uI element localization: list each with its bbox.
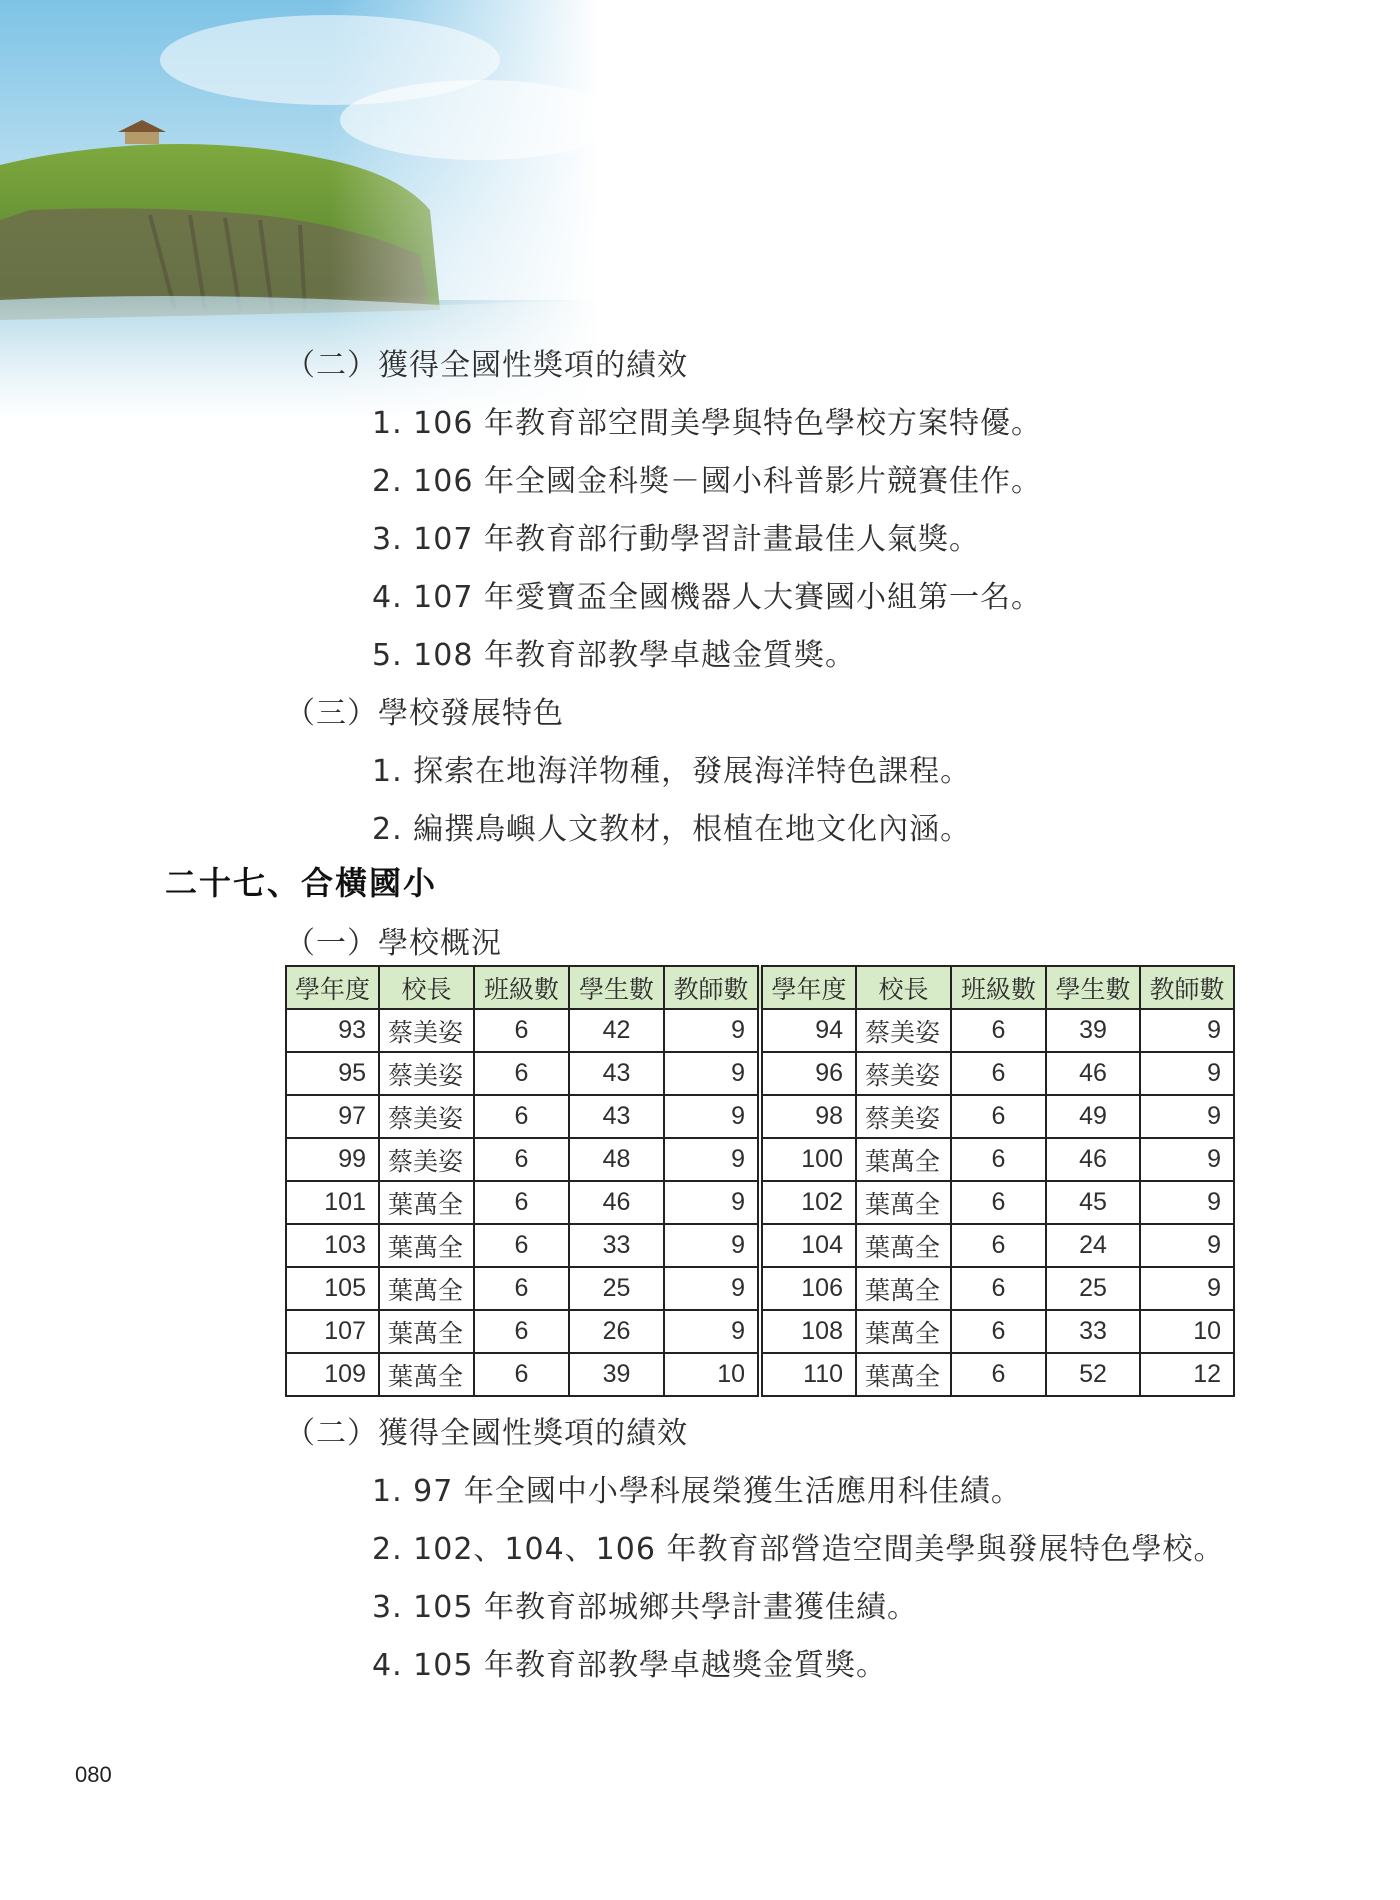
student-count-cell: 46 xyxy=(1046,1138,1140,1181)
year-cell: 107 xyxy=(286,1310,379,1353)
year-cell: 102 xyxy=(760,1181,856,1224)
class-count-cell: 6 xyxy=(474,1181,569,1224)
school-heading: 二十七、合橫國小 xyxy=(165,864,438,902)
principal-cell: 蔡美姿 xyxy=(379,1009,474,1052)
class-count-cell: 6 xyxy=(951,1052,1046,1095)
class-count-cell: 6 xyxy=(951,1353,1046,1396)
column-header: 學生數 xyxy=(569,966,664,1009)
section-title-features-prev: （三）學校發展特色 xyxy=(285,696,564,731)
teacher-count-cell: 9 xyxy=(1140,1138,1234,1181)
section-title-awards-prev: （二）獲得全國性獎項的績效 xyxy=(285,348,688,383)
teacher-count-cell: 10 xyxy=(664,1353,760,1396)
principal-cell: 蔡美姿 xyxy=(856,1095,951,1138)
principal-cell: 葉萬全 xyxy=(856,1138,951,1181)
student-count-cell: 39 xyxy=(1046,1009,1140,1052)
class-count-cell: 6 xyxy=(474,1138,569,1181)
principal-cell: 蔡美姿 xyxy=(856,1009,951,1052)
section-title-awards: （二）獲得全國性獎項的績效 xyxy=(285,1416,688,1451)
student-count-cell: 42 xyxy=(569,1009,664,1052)
school-statistics-table xyxy=(285,965,1233,1397)
student-count-cell: 46 xyxy=(1046,1052,1140,1095)
principal-cell: 葉萬全 xyxy=(379,1267,474,1310)
column-header: 教師數 xyxy=(1140,966,1234,1009)
column-header: 校長 xyxy=(856,966,951,1009)
principal-cell: 葉萬全 xyxy=(379,1181,474,1224)
teacher-count-cell: 9 xyxy=(664,1138,760,1181)
year-cell: 101 xyxy=(286,1181,379,1224)
year-cell: 105 xyxy=(286,1267,379,1310)
list-item: 2. 106 年全國金科獎－國小科普影片競賽佳作。 xyxy=(372,464,1042,499)
table-row xyxy=(286,1310,1234,1353)
year-cell: 106 xyxy=(760,1267,856,1310)
column-header: 校長 xyxy=(379,966,474,1009)
student-count-cell: 26 xyxy=(569,1310,664,1353)
section-title-overview: （一）學校概況 xyxy=(285,926,502,961)
column-header: 學生數 xyxy=(1046,966,1140,1009)
list-item: 1. 探索在地海洋物種，發展海洋特色課程。 xyxy=(372,754,972,789)
teacher-count-cell: 9 xyxy=(1140,1009,1234,1052)
year-cell: 103 xyxy=(286,1224,379,1267)
student-count-cell: 24 xyxy=(1046,1224,1140,1267)
year-cell: 99 xyxy=(286,1138,379,1181)
teacher-count-cell: 9 xyxy=(664,1095,760,1138)
teacher-count-cell: 9 xyxy=(664,1267,760,1310)
teacher-count-cell: 9 xyxy=(1140,1052,1234,1095)
year-cell: 95 xyxy=(286,1052,379,1095)
year-cell: 100 xyxy=(760,1138,856,1181)
list-item: 1. 97 年全國中小學科展榮獲生活應用科佳績。 xyxy=(372,1474,1022,1509)
class-count-cell: 6 xyxy=(474,1353,569,1396)
year-cell: 93 xyxy=(286,1009,379,1052)
class-count-cell: 6 xyxy=(474,1267,569,1310)
column-header: 學年度 xyxy=(286,966,379,1009)
class-count-cell: 6 xyxy=(951,1310,1046,1353)
principal-cell: 蔡美姿 xyxy=(379,1095,474,1138)
column-header: 學年度 xyxy=(760,966,856,1009)
principal-cell: 蔡美姿 xyxy=(379,1138,474,1181)
year-cell: 109 xyxy=(286,1353,379,1396)
principal-cell: 葉萬全 xyxy=(379,1310,474,1353)
teacher-count-cell: 9 xyxy=(1140,1095,1234,1138)
class-count-cell: 6 xyxy=(951,1267,1046,1310)
teacher-count-cell: 9 xyxy=(1140,1267,1234,1310)
student-count-cell: 39 xyxy=(569,1353,664,1396)
principal-cell: 葉萬全 xyxy=(856,1353,951,1396)
student-count-cell: 25 xyxy=(1046,1267,1140,1310)
list-item: 3. 107 年教育部行動學習計畫最佳人氣獎。 xyxy=(372,522,980,557)
list-item: 5. 108 年教育部教學卓越金質獎。 xyxy=(372,638,856,673)
student-count-cell: 52 xyxy=(1046,1353,1140,1396)
class-count-cell: 6 xyxy=(474,1052,569,1095)
principal-cell: 葉萬全 xyxy=(379,1224,474,1267)
list-item: 3. 105 年教育部城鄉共學計畫獲佳績。 xyxy=(372,1590,918,1625)
table-row xyxy=(286,1267,1234,1310)
table-row xyxy=(286,1138,1234,1181)
class-count-cell: 6 xyxy=(951,1181,1046,1224)
class-count-cell: 6 xyxy=(951,1009,1046,1052)
principal-cell: 葉萬全 xyxy=(856,1181,951,1224)
teacher-count-cell: 9 xyxy=(1140,1181,1234,1224)
table-row xyxy=(286,1052,1234,1095)
table-row xyxy=(286,1009,1234,1052)
class-count-cell: 6 xyxy=(951,1138,1046,1181)
column-header: 班級數 xyxy=(474,966,569,1009)
principal-cell: 葉萬全 xyxy=(856,1310,951,1353)
teacher-count-cell: 12 xyxy=(1140,1353,1234,1396)
table-row xyxy=(286,1181,1234,1224)
table-row xyxy=(286,1095,1234,1138)
list-item: 2. 102、104、106 年教育部營造空間美學與發展特色學校。 xyxy=(372,1532,1225,1567)
student-count-cell: 45 xyxy=(1046,1181,1140,1224)
principal-cell: 葉萬全 xyxy=(856,1224,951,1267)
class-count-cell: 6 xyxy=(474,1224,569,1267)
teacher-count-cell: 9 xyxy=(664,1181,760,1224)
column-header: 班級數 xyxy=(951,966,1046,1009)
principal-cell: 蔡美姿 xyxy=(379,1052,474,1095)
year-cell: 104 xyxy=(760,1224,856,1267)
student-count-cell: 46 xyxy=(569,1181,664,1224)
list-item: 1. 106 年教育部空間美學與特色學校方案特優。 xyxy=(372,406,1042,441)
student-count-cell: 43 xyxy=(569,1095,664,1138)
column-header: 教師數 xyxy=(664,966,760,1009)
year-cell: 97 xyxy=(286,1095,379,1138)
list-item: 4. 105 年教育部教學卓越獎金質獎。 xyxy=(372,1648,887,1683)
list-item: 4. 107 年愛寶盃全國機器人大賽國小組第一名。 xyxy=(372,580,1042,615)
year-cell: 98 xyxy=(760,1095,856,1138)
principal-cell: 葉萬全 xyxy=(856,1267,951,1310)
class-count-cell: 6 xyxy=(474,1095,569,1138)
student-count-cell: 33 xyxy=(569,1224,664,1267)
page-number: 080 xyxy=(75,1762,112,1787)
teacher-count-cell: 9 xyxy=(664,1052,760,1095)
principal-cell: 蔡美姿 xyxy=(856,1052,951,1095)
table-row xyxy=(286,1224,1234,1267)
student-count-cell: 33 xyxy=(1046,1310,1140,1353)
table-row xyxy=(286,1353,1234,1396)
teacher-count-cell: 9 xyxy=(664,1310,760,1353)
teacher-count-cell: 9 xyxy=(664,1224,760,1267)
class-count-cell: 6 xyxy=(951,1224,1046,1267)
student-count-cell: 48 xyxy=(569,1138,664,1181)
teacher-count-cell: 9 xyxy=(664,1009,760,1052)
list-item: 2. 編撰鳥嶼人文教材，根植在地文化內涵。 xyxy=(372,812,972,847)
teacher-count-cell: 9 xyxy=(1140,1224,1234,1267)
year-cell: 108 xyxy=(760,1310,856,1353)
student-count-cell: 25 xyxy=(569,1267,664,1310)
principal-cell: 葉萬全 xyxy=(379,1353,474,1396)
year-cell: 96 xyxy=(760,1052,856,1095)
student-count-cell: 49 xyxy=(1046,1095,1140,1138)
student-count-cell: 43 xyxy=(569,1052,664,1095)
year-cell: 110 xyxy=(760,1353,856,1396)
year-cell: 94 xyxy=(760,1009,856,1052)
table-header-row xyxy=(286,966,1234,1009)
teacher-count-cell: 10 xyxy=(1140,1310,1234,1353)
class-count-cell: 6 xyxy=(951,1095,1046,1138)
class-count-cell: 6 xyxy=(474,1009,569,1052)
class-count-cell: 6 xyxy=(474,1310,569,1353)
